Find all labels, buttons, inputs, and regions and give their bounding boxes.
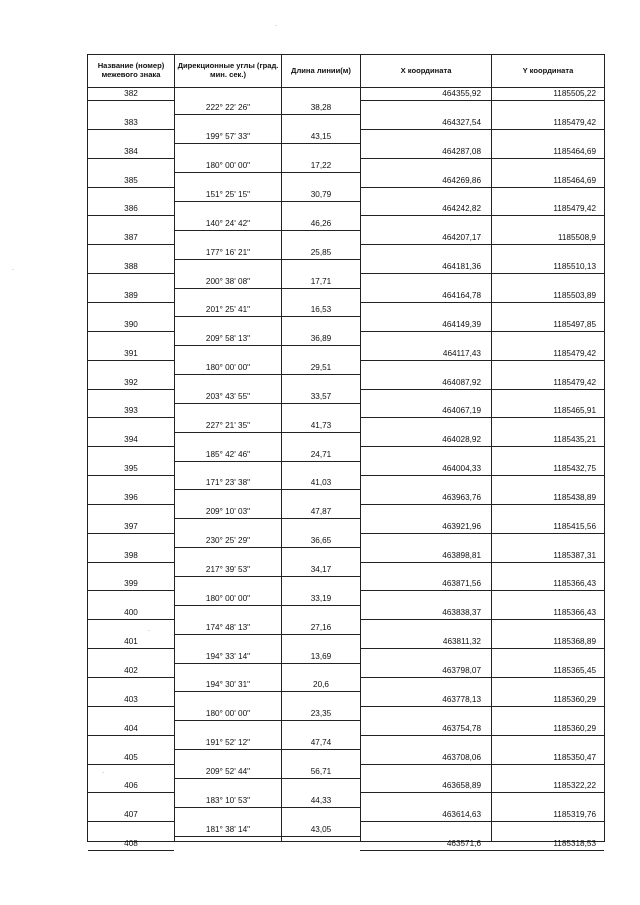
line-length: 36,65 [310, 536, 332, 546]
row-rule [360, 562, 604, 563]
segment-rule [175, 316, 360, 317]
segment-rule [175, 432, 360, 433]
y-coordinate: 1185319,76 [553, 810, 596, 820]
x-coordinate: 463614,63 [442, 810, 481, 820]
row-rule [360, 244, 604, 245]
y-coordinate: 1185510,13 [553, 262, 596, 272]
marker-name: 396 [124, 492, 138, 502]
marker-name: 398 [124, 550, 138, 560]
marker-name: 386 [124, 204, 138, 214]
direction-angle: 200° 38' 08" [205, 276, 251, 286]
y-coordinate: 1185366,43 [553, 608, 596, 618]
line-length: 13,69 [310, 651, 332, 661]
segment-rule [175, 374, 360, 375]
y-coordinate: 1185464,69 [553, 146, 596, 156]
row-rule [88, 187, 174, 188]
segment-rule [175, 201, 360, 202]
direction-angle: 174° 48' 13" [205, 622, 251, 632]
row-rule [360, 360, 604, 361]
line-length: 33,19 [310, 593, 332, 603]
marker-name: 384 [124, 146, 138, 156]
header-name: Название (номер) межевого знака [97, 61, 165, 79]
row-rule [360, 331, 604, 332]
y-coordinate: 1185503,89 [553, 290, 596, 300]
row-rule [88, 302, 174, 303]
marker-name: 402 [124, 666, 138, 675]
x-coordinate: 464028,92 [442, 435, 481, 445]
x-coordinate: 463754,78 [442, 723, 481, 733]
row-rule [360, 648, 604, 649]
direction-angle: 209° 58' 13" [205, 334, 251, 344]
direction-angle: 183° 10' 53" [205, 795, 251, 805]
y-coordinate: 1185497,85 [553, 319, 596, 329]
direction-angle: 230° 25' 29" [205, 536, 251, 546]
row-rule [88, 244, 174, 245]
direction-angle: 171° 23' 38" [205, 478, 251, 488]
segment-rule [175, 807, 360, 808]
row-rule [360, 187, 604, 188]
row-rule [88, 562, 174, 563]
row-rule [360, 302, 604, 303]
row-rule [360, 850, 604, 851]
row-rule [360, 821, 604, 822]
x-coordinate: 463898,81 [442, 550, 481, 560]
y-coordinate: 1185432,75 [553, 464, 596, 474]
segment-rule [175, 576, 360, 577]
scan-speck: · [275, 23, 277, 29]
row-rule [88, 273, 174, 274]
direction-angle: 209° 52' 44" [205, 766, 251, 776]
segment-rule [175, 259, 360, 260]
row-rule [360, 677, 604, 678]
y-coordinate: 1185360,29 [553, 694, 596, 704]
x-coordinate: 463921,96 [442, 521, 481, 531]
row-rule [88, 100, 174, 101]
line-length: 29,51 [310, 363, 332, 373]
marker-name: 406 [124, 781, 138, 791]
x-coordinate: 463838,37 [442, 608, 481, 618]
marker-name: 408 [124, 839, 138, 849]
x-coordinate: 464269,86 [442, 175, 481, 185]
marker-name: 400 [124, 608, 138, 618]
segment-rule [175, 720, 360, 721]
x-coordinate: 463571,6 [446, 839, 481, 849]
segment-rule [175, 547, 360, 548]
y-coordinate: 1185479,42 [553, 204, 596, 214]
line-length: 17,22 [310, 161, 332, 171]
row-rule [88, 158, 174, 159]
marker-name: 394 [124, 435, 138, 445]
line-length: 20,6 [313, 680, 329, 690]
x-coordinate: 463778,13 [442, 694, 481, 704]
row-rule [360, 389, 604, 390]
marker-name: 397 [124, 521, 138, 531]
scan-speck: · [102, 770, 104, 776]
y-coordinate: 1185318,53 [553, 839, 596, 849]
marker-name: 383 [124, 117, 138, 127]
row-rule [88, 735, 174, 736]
y-coordinate: 1185479,42 [553, 117, 596, 127]
row-rule [88, 850, 174, 851]
row-rule [88, 792, 174, 793]
line-length: 27,16 [310, 622, 332, 632]
line-length: 41,03 [310, 478, 332, 488]
scan-speck: · [12, 267, 14, 273]
x-coordinate: 463658,89 [442, 781, 481, 791]
direction-angle: 185° 42' 46" [205, 449, 251, 459]
direction-angle: 201° 25' 41" [205, 305, 251, 315]
header-x: X координата [400, 65, 452, 75]
line-length: 33,57 [310, 391, 332, 401]
row-rule [360, 735, 604, 736]
row-rule [88, 475, 174, 476]
direction-angle: 203° 43' 55" [205, 391, 251, 401]
marker-name: 382 [124, 89, 138, 98]
segment-rule [175, 518, 360, 519]
line-length: 47,87 [310, 507, 332, 517]
y-coordinate: 1185508,9 [557, 233, 596, 243]
y-coordinate: 1185505,22 [553, 89, 596, 98]
direction-angle: 177° 16' 21" [205, 247, 251, 257]
marker-name: 388 [124, 262, 138, 272]
x-coordinate: 463798,07 [442, 666, 481, 675]
marker-name: 390 [124, 319, 138, 329]
x-coordinate: 464287,08 [442, 146, 481, 156]
line-length: 17,71 [310, 276, 332, 286]
x-coordinate: 464355,92 [442, 89, 481, 98]
direction-angle: 180° 00' 00" [205, 363, 251, 373]
line-length: 16,53 [310, 305, 332, 315]
row-rule [360, 475, 604, 476]
line-length: 25,85 [310, 247, 332, 257]
row-rule [88, 446, 174, 447]
row-rule [360, 417, 604, 418]
segment-rule [175, 230, 360, 231]
direction-angle: 191° 52' 12" [205, 738, 251, 748]
row-rule [360, 273, 604, 274]
marker-name: 403 [124, 694, 138, 704]
row-rule [360, 215, 604, 216]
y-coordinate: 1185366,43 [553, 579, 596, 589]
row-rule [360, 100, 604, 101]
y-coordinate: 1185465,91 [553, 406, 596, 416]
row-rule [88, 417, 174, 418]
line-length: 44,33 [310, 795, 332, 805]
segment-rule [175, 836, 360, 837]
row-rule [88, 215, 174, 216]
row-rule [360, 590, 604, 591]
segment-rule [175, 345, 360, 346]
direction-angle: 180° 00' 00" [205, 709, 251, 719]
marker-name: 399 [124, 579, 138, 589]
row-rule [360, 129, 604, 130]
header-divider [88, 87, 604, 88]
y-coordinate: 1185360,29 [553, 723, 596, 733]
y-coordinate: 1185464,69 [553, 175, 596, 185]
row-rule [360, 619, 604, 620]
x-coordinate: 464164,78 [442, 290, 481, 300]
row-rule [88, 129, 174, 130]
y-coordinate: 1185387,31 [553, 550, 596, 560]
row-rule [88, 360, 174, 361]
header-angles: Дирекционные углы (град. мин. сек.) [177, 61, 279, 79]
x-coordinate: 463963,76 [442, 492, 481, 502]
line-length: 36,89 [310, 334, 332, 344]
direction-angle: 209° 10' 03" [205, 507, 251, 517]
row-rule [88, 821, 174, 822]
row-rule [88, 764, 174, 765]
x-coordinate: 464004,33 [442, 464, 481, 474]
row-rule [88, 533, 174, 534]
segment-rule [175, 605, 360, 606]
row-rule [360, 504, 604, 505]
row-rule [360, 764, 604, 765]
row-rule [360, 792, 604, 793]
segment-rule [175, 663, 360, 664]
segment-rule [175, 143, 360, 144]
y-coordinate: 1185479,42 [553, 377, 596, 387]
line-length: 34,17 [310, 565, 332, 575]
direction-angle: 151° 25' 15" [205, 189, 251, 199]
line-length: 23,35 [310, 709, 332, 719]
marker-name: 393 [124, 406, 138, 416]
x-coordinate: 464327,54 [442, 117, 481, 127]
segment-rule [175, 461, 360, 462]
marker-name: 392 [124, 377, 138, 387]
x-coordinate: 464117,43 [442, 348, 481, 358]
scan-speck: · [148, 628, 150, 634]
segment-rule [175, 114, 360, 115]
direction-angle: 222° 22' 26" [205, 103, 251, 113]
row-rule [88, 706, 174, 707]
row-rule [88, 331, 174, 332]
line-length: 24,71 [310, 449, 332, 459]
row-rule [88, 677, 174, 678]
marker-name: 385 [124, 175, 138, 185]
x-coordinate: 464242,82 [442, 204, 481, 214]
y-coordinate: 1185350,47 [553, 752, 596, 762]
marker-name: 404 [124, 723, 138, 733]
row-rule [360, 706, 604, 707]
x-coordinate: 464181,36 [442, 262, 481, 272]
x-coordinate: 464067,19 [442, 406, 481, 416]
x-coordinate: 464207,17 [442, 233, 481, 243]
segment-rule [175, 691, 360, 692]
line-length: 43,15 [310, 132, 332, 142]
row-rule [360, 533, 604, 534]
direction-angle: 199° 57' 33" [205, 132, 251, 142]
marker-name: 395 [124, 464, 138, 474]
header-length: Длина линии(м) [291, 65, 351, 75]
direction-angle: 140° 24' 42" [205, 218, 251, 228]
row-rule [88, 619, 174, 620]
y-coordinate: 1185438,89 [553, 492, 596, 502]
row-rule [88, 590, 174, 591]
line-length: 46,26 [310, 218, 332, 228]
header-y: Y координата [522, 65, 574, 75]
direction-angle: 217° 39' 53" [205, 565, 251, 575]
y-coordinate: 1185368,89 [553, 637, 596, 647]
direction-angle: 181° 38' 14" [205, 824, 251, 834]
marker-name: 387 [124, 233, 138, 243]
row-rule [360, 446, 604, 447]
x-coordinate: 464149,39 [442, 319, 481, 329]
marker-name: 389 [124, 290, 138, 300]
segment-rule [175, 403, 360, 404]
marker-name: 405 [124, 752, 138, 762]
line-length: 41,73 [310, 420, 332, 430]
line-length: 56,71 [310, 766, 332, 776]
segment-rule [175, 288, 360, 289]
y-coordinate: 1185435,21 [553, 435, 596, 445]
row-rule [88, 504, 174, 505]
direction-angle: 194° 30' 31" [205, 680, 251, 690]
line-length: 43,05 [310, 824, 332, 834]
line-length: 47,74 [310, 738, 332, 748]
marker-name: 407 [124, 810, 138, 820]
x-coordinate: 463871,56 [442, 579, 481, 589]
line-length: 30,79 [310, 189, 332, 199]
segment-rule [175, 778, 360, 779]
row-rule [88, 389, 174, 390]
x-coordinate: 463708,06 [442, 752, 481, 762]
line-length: 38,28 [310, 103, 332, 113]
segment-rule [175, 172, 360, 173]
y-coordinate: 1185322,22 [553, 781, 596, 791]
y-coordinate: 1185479,42 [553, 348, 596, 358]
row-rule [88, 648, 174, 649]
segment-rule [175, 489, 360, 490]
direction-angle: 180° 00' 00" [205, 161, 251, 171]
x-coordinate: 464087,92 [442, 377, 481, 387]
direction-angle: 227° 21' 35" [205, 420, 251, 430]
direction-angle: 180° 00' 00" [205, 593, 251, 603]
y-coordinate: 1185365,45 [553, 666, 596, 675]
row-rule [360, 158, 604, 159]
coordinates-table [87, 54, 605, 849]
segment-rule [175, 634, 360, 635]
y-coordinate: 1185415,56 [553, 521, 596, 531]
marker-name: 391 [124, 348, 138, 358]
direction-angle: 194° 33' 14" [205, 651, 251, 661]
segment-rule [175, 749, 360, 750]
marker-name: 401 [124, 637, 138, 647]
x-coordinate: 463811,32 [442, 637, 481, 647]
